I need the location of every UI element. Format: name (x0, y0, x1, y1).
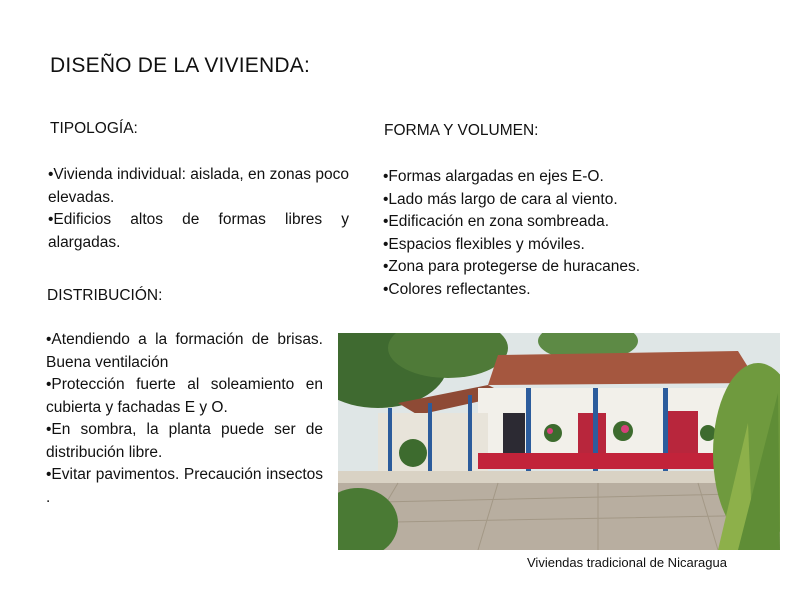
list-item: •Protección fuerte al soleamiento en cubierta y fachadas E y O. (46, 376, 323, 416)
photo-caption: Viviendas tradicional de Nicaragua (527, 555, 727, 570)
forma-list (383, 166, 703, 301)
list-item: •Espacios flexibles y móviles. (383, 235, 585, 253)
list-item: •Edificación en zona sombreada. (383, 213, 610, 230)
list-item: •Vivienda individual: aislada, en zonas poco elevadas. (48, 166, 349, 206)
list-item: •Formas alargadas en ejes E-O. (383, 168, 604, 185)
list-item: •Atendiendo a la formación de brisas. Buena ventilación (46, 331, 323, 371)
forma-heading: FORMA Y VOLUMEN: (384, 122, 539, 139)
list-item: •Colores reflectantes. (383, 280, 531, 298)
tipologia-heading: TIPOLOGÍA: (50, 120, 138, 137)
list-item: •Zona para protegerse de huracanes. (383, 258, 641, 275)
house-photo-illustration (338, 333, 780, 550)
distribucion-heading: DISTRIBUCIÓN: (47, 287, 163, 304)
list-item: •Evitar pavimentos. Precaución insectos . (46, 466, 323, 506)
tipologia-list (48, 164, 349, 254)
list-item: •Edificios altos de formas libres y alargadas. (48, 211, 349, 251)
distribucion-list (46, 329, 323, 509)
slide-title: DISEÑO DE LA VIVIENDA: (50, 54, 310, 77)
house-photo (338, 333, 780, 550)
list-item: •En sombra, la planta puede ser de distribución libre. (46, 421, 323, 461)
list-item: •Lado más largo de cara al viento. (383, 190, 618, 208)
